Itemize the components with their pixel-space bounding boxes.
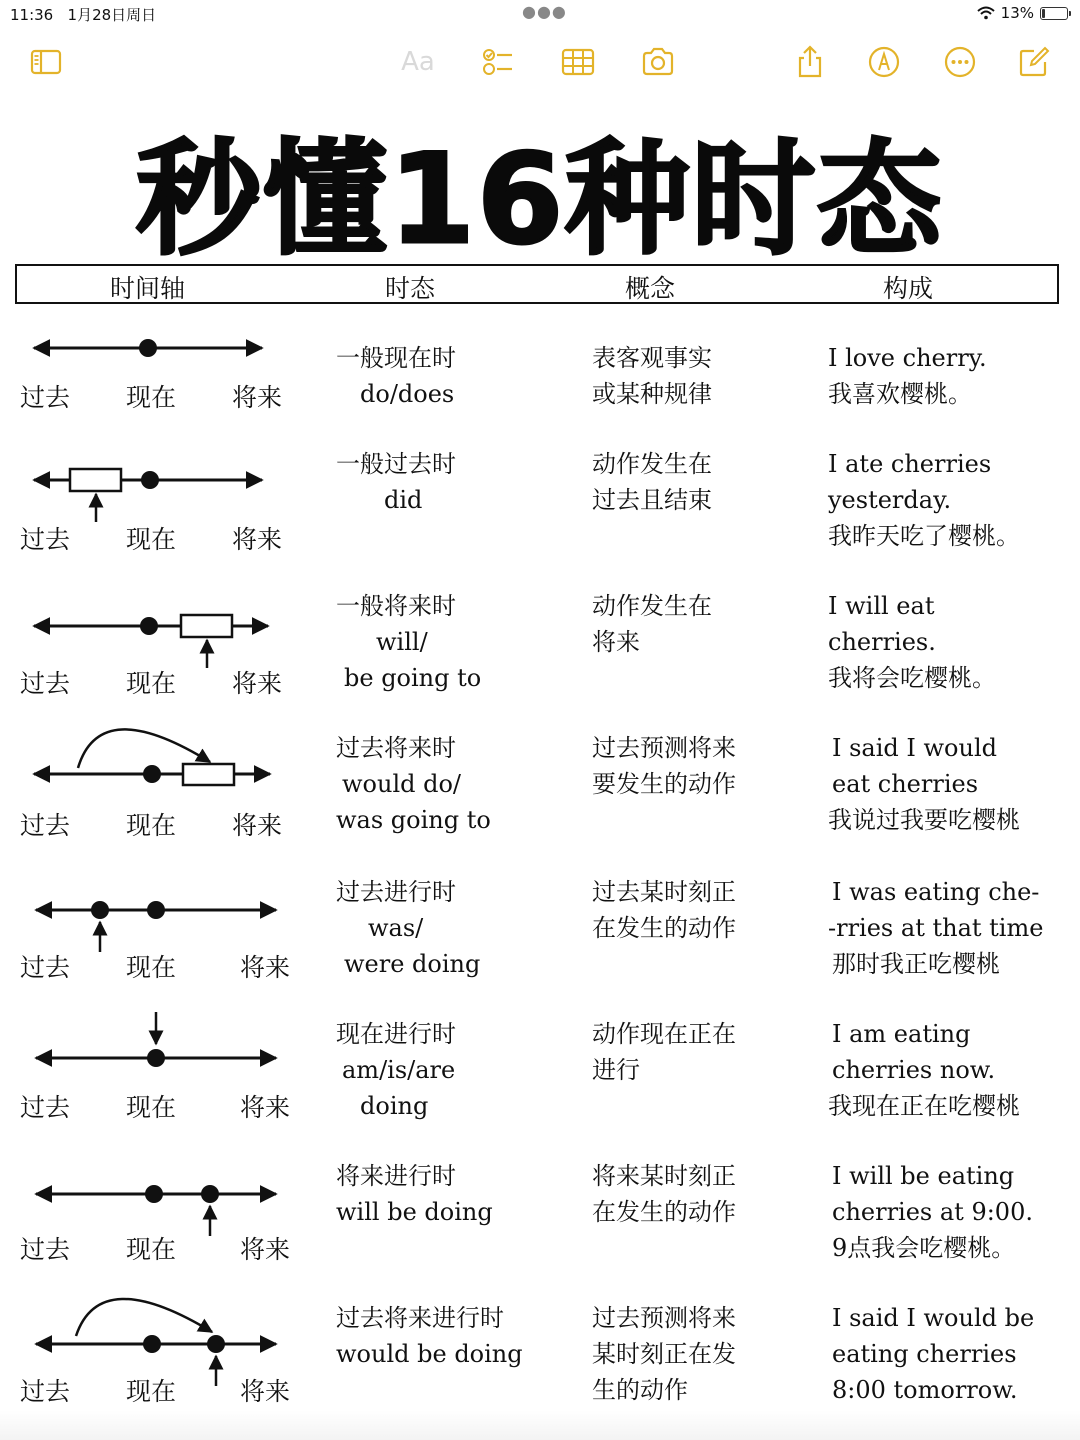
status-right bbox=[977, 4, 1068, 22]
axis-label-future: 将来 bbox=[240, 1235, 291, 1264]
axis-label-now: 现在 bbox=[126, 383, 177, 412]
markup-pen-icon bbox=[867, 45, 901, 79]
timeline bbox=[0, 1000, 320, 1142]
timeline bbox=[0, 1142, 320, 1284]
share-button[interactable] bbox=[790, 42, 830, 82]
axis-label-now: 现在 bbox=[126, 1235, 177, 1264]
tense-name: 过去将来进行时 would be doing bbox=[336, 1304, 523, 1368]
status-bar bbox=[0, 0, 1080, 28]
status-time: 11:36 1月28日周日 bbox=[10, 6, 157, 24]
more-icon bbox=[943, 45, 977, 79]
tense-row bbox=[0, 1000, 1080, 1142]
tense-row bbox=[0, 1142, 1080, 1284]
axis-label-past: 过去 bbox=[20, 1377, 71, 1406]
tense-row bbox=[0, 592, 1080, 734]
format-label: Aa bbox=[401, 47, 435, 77]
compose-icon bbox=[1017, 45, 1051, 79]
notes-toolbar bbox=[0, 36, 1080, 88]
timeline bbox=[0, 592, 320, 734]
tense-example: I am eating cherries now. 我现在正在吃樱桃 bbox=[828, 1020, 1020, 1120]
axis-label-future: 将来 bbox=[232, 669, 283, 698]
tense-concept: 过去某时刻正 在发生的动作 bbox=[592, 878, 736, 942]
header-tense: 时态 bbox=[385, 274, 436, 303]
axis-label-future: 将来 bbox=[232, 525, 283, 554]
camera-icon bbox=[641, 45, 675, 79]
axis-label-future: 将来 bbox=[240, 1093, 291, 1122]
tense-name: 将来进行时 will be doing bbox=[336, 1162, 493, 1226]
battery-icon bbox=[1040, 7, 1068, 20]
more-button[interactable] bbox=[940, 42, 980, 82]
axis-label-now: 现在 bbox=[126, 669, 177, 698]
sidebar-toggle-button[interactable] bbox=[26, 42, 66, 82]
tense-concept: 将来某时刻正 在发生的动作 bbox=[592, 1162, 736, 1226]
tense-concept: 过去预测将来 某时刻正在发 生的动作 bbox=[592, 1304, 736, 1404]
timeline bbox=[0, 450, 320, 592]
tense-row bbox=[0, 450, 1080, 592]
tense-concept: 动作发生在 过去且结束 bbox=[592, 450, 712, 514]
axis-label-future: 将来 bbox=[232, 811, 283, 840]
table-header bbox=[15, 264, 1059, 304]
axis-label-now: 现在 bbox=[126, 1093, 177, 1122]
tense-row bbox=[0, 858, 1080, 1000]
timeline bbox=[0, 714, 320, 856]
share-icon bbox=[793, 45, 827, 79]
compose-button[interactable] bbox=[1014, 42, 1054, 82]
wifi-icon bbox=[977, 6, 995, 20]
axis-label-now: 现在 bbox=[126, 811, 177, 840]
tense-example: I will be eating cherries at 9:00. 9点我会吃樱桃。 bbox=[832, 1162, 1033, 1262]
tense-concept: 表客观事实 或某种规律 bbox=[592, 344, 712, 408]
axis-label-now: 现在 bbox=[126, 525, 177, 554]
sidebar-icon bbox=[29, 45, 63, 79]
header-concept: 概念 bbox=[625, 274, 676, 303]
tense-example: I love cherry. 我喜欢樱桃。 bbox=[828, 344, 987, 408]
axis-label-future: 将来 bbox=[240, 953, 291, 982]
axis-label-future: 将来 bbox=[232, 383, 283, 412]
timeline-diagram bbox=[0, 592, 320, 734]
tense-name: 一般将来时 will/ be going to bbox=[336, 592, 482, 692]
tense-concept: 过去预测将来 要发生的动作 bbox=[592, 734, 736, 798]
tense-example: I was eating che- -rries at that time 那时我正吃樱桃 bbox=[828, 878, 1044, 978]
tense-example: I said I would eat cherries 我说过我要吃樱桃 bbox=[828, 734, 1020, 834]
tense-concept: 动作发生在 将来 bbox=[592, 592, 712, 656]
header-structure: 构成 bbox=[883, 274, 934, 303]
tense-name: 现在进行时 am/is/are doing bbox=[336, 1020, 456, 1120]
tense-example: I said I would be eating cherries 8:00 tomorrow. bbox=[832, 1304, 1035, 1404]
axis-label-future: 将来 bbox=[240, 1377, 291, 1406]
camera-button[interactable] bbox=[638, 42, 678, 82]
checklist-icon bbox=[481, 45, 515, 79]
axis-label-past: 过去 bbox=[20, 383, 71, 412]
timeline bbox=[0, 1284, 320, 1426]
tense-name: 过去进行时 was/ were doing bbox=[336, 878, 481, 978]
tense-concept: 动作现在正在 进行 bbox=[592, 1020, 736, 1084]
timeline bbox=[0, 858, 320, 1000]
page-title: 秒懂16种时态 bbox=[136, 128, 944, 272]
axis-label-past: 过去 bbox=[20, 1093, 71, 1122]
axis-label-now: 现在 bbox=[126, 953, 177, 982]
header-timeline: 时间轴 bbox=[110, 274, 186, 303]
tense-row bbox=[0, 1284, 1080, 1426]
multitask-dots-icon[interactable]: ●●● bbox=[522, 2, 567, 21]
tense-example: I ate cherries yesterday. 我昨天吃了樱桃。 bbox=[828, 450, 1020, 550]
markup-button[interactable] bbox=[864, 42, 904, 82]
tense-name: 过去将来时 would do/ was going to bbox=[336, 734, 491, 834]
axis-label-past: 过去 bbox=[20, 953, 71, 982]
tense-example: I will eat cherries. 我将会吃樱桃。 bbox=[828, 592, 996, 692]
battery-percent: 13% bbox=[1000, 4, 1034, 22]
format-button[interactable] bbox=[398, 42, 438, 82]
tense-name: 一般过去时 did bbox=[336, 450, 456, 514]
table-icon bbox=[561, 45, 595, 79]
axis-label-past: 过去 bbox=[20, 669, 71, 698]
bottom-fade bbox=[0, 1410, 1080, 1440]
axis-label-past: 过去 bbox=[20, 811, 71, 840]
axis-label-past: 过去 bbox=[20, 525, 71, 554]
axis-label-past: 过去 bbox=[20, 1235, 71, 1264]
checklist-button[interactable] bbox=[478, 42, 518, 82]
axis-label-now: 现在 bbox=[126, 1377, 177, 1406]
tense-row bbox=[0, 714, 1080, 856]
tense-name: 一般现在时 do/does bbox=[336, 344, 456, 408]
table-button[interactable] bbox=[558, 42, 598, 82]
